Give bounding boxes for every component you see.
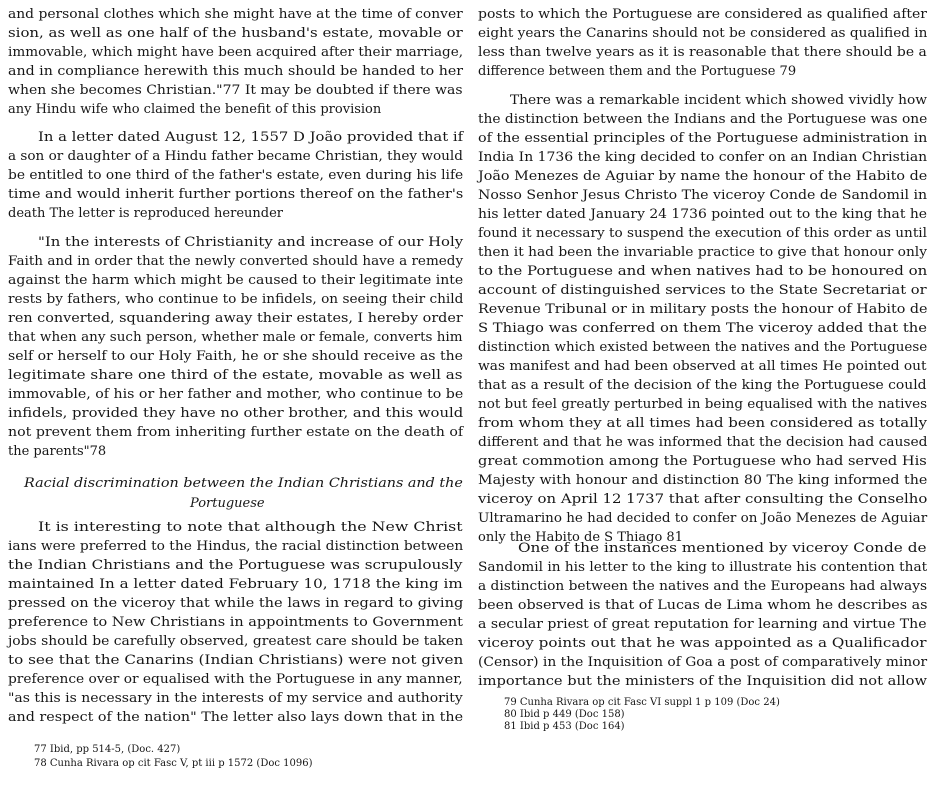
text-line: viceroy on April 12 1737 that after consulting the Conselho [478, 492, 928, 507]
text-line: Revenue Tribunal or in military posts the honour of Habito de [478, 302, 928, 317]
text-line: preference over or equalised with the Portuguese in any manner, [8, 672, 463, 687]
text-line: sion, as well as one half of the husband's estate, movable or [8, 26, 463, 41]
text-line: S Thiago was conferred on them The viceroy added that the [478, 321, 927, 336]
text-line: any Hindu wife who claimed the benefit of this provision [8, 102, 382, 117]
text-line: self or herself to our Holy Faith, he or she should receive as the [8, 349, 463, 364]
text-line: Portuguese [190, 496, 265, 511]
footnote: 79 Cunha Rivara op cit Fasc VI suppl 1 p 109 (Doc 24) [504, 697, 780, 708]
text-line: been observed is that of Lucas de Lima whom he describes as [478, 598, 928, 613]
footnote: 81 Ibid p 453 (Doc 164) [504, 721, 625, 732]
text-line: It is interesting to note that although the New Christ [38, 520, 463, 535]
text-line: against the harm which might be caused to their legitimate inte [8, 273, 464, 288]
text-line: less than twelve years as it is reasonable that there should be a [478, 45, 927, 60]
text-line: only the Habito de S Thiago 81 [478, 530, 683, 545]
text-line: be entitled to one third of the father's estate, even during his life [8, 168, 464, 183]
text-line: immovable, of his or her father and mother, who continue to be [8, 387, 464, 402]
text-line: his letter dated January 24 1736 pointed out to the king that he [478, 207, 927, 222]
footnote: 77 Ibid, pp 514-5, (Doc. 427) [34, 744, 181, 755]
text-line: immovable, which might have been acquired after their marriage, [8, 45, 464, 60]
text-line: great commotion among the Portuguese who had served His [478, 454, 927, 469]
text-line: not prevent them from inheriting further estate on the death of [8, 425, 464, 440]
text-line: jobs should be carefully observed, greatest care should be taken [8, 634, 464, 649]
text-line: time and would inherit further portions thereof on the father's [8, 187, 464, 202]
text-line: distinction which existed between the natives and the Portuguese [478, 340, 928, 355]
text-line: Sandomil in his letter to the king to illustrate his contention that [478, 560, 928, 575]
text-line: to the Portuguese and when natives had to be honoured on [478, 264, 928, 279]
footnote: 78 Cunha Rivara op cit Fasc V, pt iii p 1572 (Doc 1096) [34, 758, 313, 769]
text-line: (Censor) in the Inquisition of Goa a post of comparatively minor [478, 655, 928, 670]
text-line: a secular priest of great reputation for learning and virtue The [478, 617, 927, 632]
text-line: that as a result of the decision of the king the Portuguese could [478, 378, 927, 393]
text-line: legitimate share one third of the estate, movable as well as [8, 368, 463, 383]
text-line: death The letter is reproduced hereunder [8, 206, 284, 221]
text-line: of the essential principles of the Portuguese administration in [478, 131, 928, 146]
text-line: Racial discrimination between the Indian Christians and the [24, 476, 463, 491]
text-line: João Menezes de Aguiar by name the honour of the Habito de [478, 169, 928, 184]
text-line: to see that the Canarins (Indian Christians) were not given [8, 653, 464, 668]
text-line: and respect of the nation" The letter also lays down that in the [8, 710, 464, 725]
text-line: maintained In a letter dated February 10, 1718 the king im [8, 577, 463, 592]
text-line: infidels, provided they have no other brother, and this would [8, 406, 464, 421]
text-line: and in compliance herewith this much should be handed to her [8, 64, 464, 79]
text-line: found it necessary to suspend the execution of this order as until [478, 226, 927, 241]
text-line: the distinction between the Indians and the Portuguese was one [478, 112, 928, 127]
text-line: ians were preferred to the Hindus, the racial distinction between [8, 539, 464, 554]
text-line: a son or daughter of a Hindu father became Christian, they would [8, 149, 463, 164]
text-line: posts to which the Portuguese are considered as qualified after [478, 7, 927, 22]
text-line: In a letter dated August 12, 1557 D João provided that if [38, 130, 464, 145]
text-line: the Indian Christians and the Portuguese was scrupulously [8, 558, 463, 573]
text-line: not but feel greatly perturbed in being equalised with the natives [478, 397, 928, 412]
text-line: preference to New Christians in appointments to Government [8, 615, 463, 630]
footnote: 80 Ibid p 449 (Doc 158) [504, 709, 625, 720]
text-line: then it had been the invariable practice to give that honour only [478, 245, 927, 260]
text-line: Faith and in order that the newly converted should have a remedy [8, 254, 464, 269]
text-line: was manifest and had been observed at all times He pointed out [478, 359, 927, 374]
text-line: that when any such person, whether male or female, converts him [8, 330, 463, 345]
text-line: and personal clothes which she might have at the time of conver [8, 7, 463, 22]
text-line: rests by fathers, who continue to be infidels, on seeing their child [8, 292, 464, 307]
text-line: when she becomes Christian."77 It may be doubted if there was [8, 83, 463, 98]
text-line: account of distinguished services to the State Secretariat or [478, 283, 927, 298]
text-line: Majesty with honour and distinction 80 The king informed the [478, 473, 928, 488]
text-line: Nosso Senhor Jesus Christo The viceroy Conde de Sandomil in [478, 188, 928, 203]
text-line: "In the interests of Christianity and increase of our Holy [38, 235, 464, 250]
text-line: a distinction between the natives and the Europeans had always [478, 579, 928, 594]
text-line: Ultramarino he had decided to confer on João Menezes de Aguiar [478, 511, 928, 526]
text-line: eight years the Canarins should not be considered as qualified in [478, 26, 928, 41]
text-line: importance but the ministers of the Inquisition did not allow [478, 674, 928, 689]
text-line: India In 1736 the king decided to confer on an Indian Christian [478, 150, 928, 165]
text-line: different and that he was informed that the decision had caused [478, 435, 928, 450]
text-line: One of the instances mentioned by viceroy Conde de [518, 541, 927, 556]
text-line: ren converted, squandering away their estates, I hereby order [8, 311, 463, 326]
text-line: pressed on the viceroy that while the laws in regard to giving [8, 596, 464, 611]
text-line: from whom they at all times had been considered as totally [478, 416, 928, 431]
text-line: the parents"78 [8, 444, 107, 459]
text-line: There was a remarkable incident which showed vividly how [510, 93, 928, 108]
text-line: difference between them and the Portuguese 79 [478, 64, 797, 79]
text-line: "as this is necessary in the interests of my service and authority [8, 691, 463, 706]
text-line: viceroy points out that he was appointed as a Qualificador [478, 636, 927, 651]
